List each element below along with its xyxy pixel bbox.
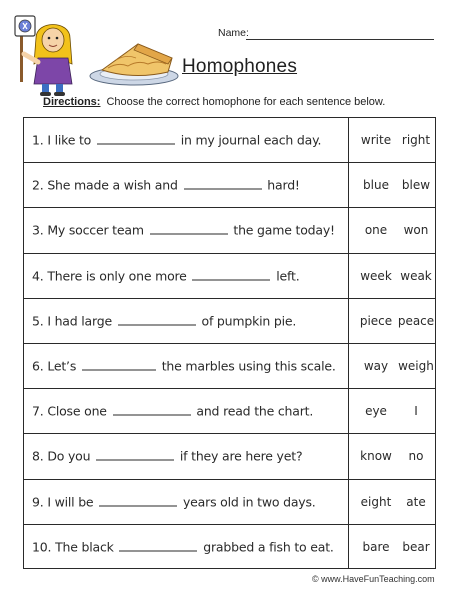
answer-blank[interactable] — [97, 134, 175, 145]
sentence: 7. Close one and read the chart. — [32, 403, 314, 419]
sentence: 4. There is only one more left. — [32, 268, 300, 284]
option-b[interactable]: weak — [400, 268, 432, 283]
option-b[interactable]: bear — [402, 540, 430, 555]
sentence: 8. Do you if they are here yet? — [32, 448, 303, 464]
exercise-row — [24, 344, 435, 389]
exercise-row — [24, 163, 435, 208]
answer-blank[interactable] — [184, 179, 262, 190]
answer-blank[interactable] — [99, 495, 177, 506]
answer-blank[interactable] — [150, 224, 228, 235]
sentence: 10. The black grabbed a fish to eat. — [32, 539, 334, 555]
exercise-row — [24, 525, 435, 570]
sentence: 5. I had large of pumpkin pie. — [32, 313, 297, 329]
exercise-row — [24, 434, 435, 479]
option-b[interactable]: no — [408, 449, 424, 464]
exercise-row — [24, 299, 435, 344]
option-b[interactable]: peace — [397, 313, 435, 328]
option-a[interactable]: way — [363, 359, 389, 374]
answer-blank[interactable] — [96, 450, 174, 461]
directions — [43, 96, 385, 108]
exercise-row — [24, 118, 435, 163]
option-a[interactable]: eye — [365, 404, 387, 419]
answer-blank[interactable] — [82, 360, 156, 371]
sentence: 9. I will be years old in two days. — [32, 494, 316, 510]
option-b[interactable]: won — [403, 223, 429, 238]
option-a[interactable]: blue — [363, 178, 389, 193]
option-a[interactable]: bare — [362, 540, 390, 555]
directions-text: Choose the correct homophone for each sentence below. — [106, 96, 386, 108]
kid-holding-sign-clipart — [14, 14, 80, 96]
option-b[interactable]: blew — [401, 178, 431, 193]
option-b[interactable]: right — [401, 133, 431, 148]
exercise-row — [24, 389, 435, 434]
option-b[interactable]: ate — [406, 494, 426, 509]
exercise-row — [24, 254, 435, 299]
answer-blank[interactable] — [118, 314, 196, 325]
copyright-footer: © www.HaveFunTeaching.com — [312, 574, 435, 584]
worksheet-title: Homophones — [182, 56, 298, 77]
sentence: 2. She made a wish and hard! — [32, 177, 300, 193]
exercise-table — [23, 117, 436, 569]
option-a[interactable]: write — [360, 133, 392, 148]
answer-blank[interactable] — [192, 269, 270, 280]
name-line[interactable] — [246, 39, 434, 40]
pie-clipart — [88, 38, 180, 86]
sentence: 6. Let’s the marbles using this scale. — [32, 358, 336, 374]
option-a[interactable]: eight — [360, 494, 392, 509]
sentence: 1. I like to in my journal each day. — [32, 132, 322, 148]
exercise-row — [24, 208, 435, 253]
option-b[interactable]: I — [414, 404, 418, 419]
answer-blank[interactable] — [113, 405, 191, 416]
option-a[interactable]: week — [360, 268, 392, 283]
exercise-row — [24, 480, 435, 525]
option-a[interactable]: know — [360, 449, 392, 464]
answer-blank[interactable] — [119, 541, 197, 552]
sentence: 3. My soccer team the game today! — [32, 222, 335, 238]
option-a[interactable]: piece — [359, 313, 393, 328]
option-a[interactable]: one — [364, 223, 388, 238]
name-label: Name: — [218, 27, 249, 39]
option-b[interactable]: weigh — [398, 359, 434, 374]
directions-label: Directions: — [43, 96, 101, 108]
